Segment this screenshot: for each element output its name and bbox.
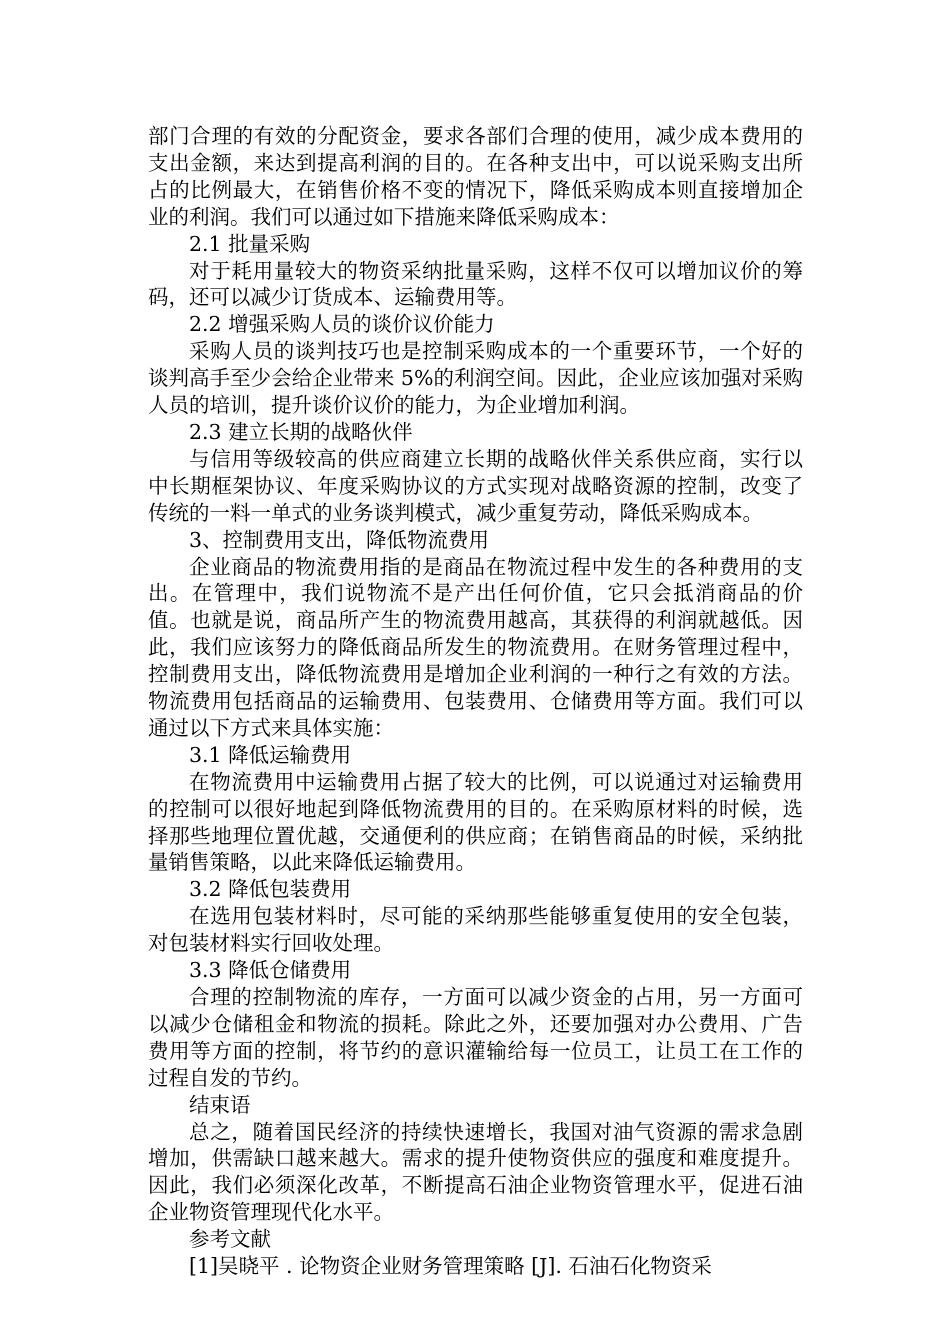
section-heading-2-2: 2.2 增强采购人员的谈价议价能力 [189, 312, 495, 337]
body-paragraph-2-2: 采购人员的谈判技巧也是控制采购成本的一个重要环节，一个好的谈判高手至少会给企业带来 5%的利润空间。因此，企业应该加强对采购人员的培训，提升谈价议价的能力，为企业增加利润。 [148, 339, 803, 418]
body-paragraph-3: 企业商品的物流费用指的是商品在物流过程中发生的各种费用的支出。在管理中，我们说物流不是产出任何价值，它只会抵消商品的价值。也就是说，商品所产生的物流费用越高，其获得的利润就越低。因此，我们应该努力的降低商品所发生的物流费用。在财务管理过程中，控制费用支出，降低物流费用是增加企业利润的一种行之有效的方法。物流费用包括商品的运输费用、包装费用、仓储费用等方面。我们可以通过以下方式来具体实施： [148, 554, 803, 740]
body-paragraph-3-2: 在选用包装材料时，尽可能的采纳那些能够重复使用的安全包装，对包装材料实行回收处理。 [148, 904, 803, 956]
body-paragraph-3-3: 合理的控制物流的库存，一方面可以减少资金的占用，另一方面可以减少仓储租金和物流的损耗。除此之外，还要加强对办公费用、广告费用等方面的控制，将节约的意识灌输给每一位员工，让员工在工作的过程自发的节约。 [148, 985, 803, 1090]
body-paragraph-2-3: 与信用等级较高的供应商建立长期的战略伙伴关系供应商，实行以中长期框架协议、年度采购协议的方式实现对战略资源的控制，改变了传统的一料一单式的业务谈判模式，减少重复劳动，降低采购成本。 [148, 446, 803, 525]
section-heading-3-2: 3.2 降低包装费用 [189, 877, 352, 902]
section-heading-3-1: 3.1 降低运输费用 [189, 742, 352, 767]
conclusion-heading: 结束语 [189, 1092, 251, 1117]
conclusion-paragraph: 总之，随着国民经济的持续快速增长，我国对油气资源的需求急剧增加，供需缺口越来越大。需求的提升使物资供应的强度和难度提升。因此，我们必须深化改革，不断提高石油企业物资管理水平，促进石油企业物资管理现代化水平。 [148, 1119, 803, 1225]
section-heading-3-3: 3.3 降低仓储费用 [189, 958, 352, 983]
section-heading-2-1: 2.1 批量采购 [189, 231, 311, 256]
body-paragraph-2-1: 对于耗用量较大的物资采纳批量采购，这样不仅可以增加议价的筹码，还可以减少订货成本、运输费用等。 [148, 258, 803, 310]
section-heading-3: 3、控制费用支出，降低物流费用 [189, 527, 490, 552]
body-paragraph-3-1: 在物流费用中运输费用占据了较大的比例，可以说通过对运输费用的控制可以很好地起到降低物流费用的目的。在采购原材料的时候，选择那些地理位置优越，交通便利的供应商；在销售商品的时候，采纳批量销售策略，以此来降低运输费用。 [148, 769, 803, 875]
references-heading: 参考文献 [189, 1227, 271, 1252]
section-heading-2-3: 2.3 建立长期的战略伙伴 [189, 419, 413, 444]
intro-paragraph: 部门合理的有效的分配资金，要求各部们合理的使用，减少成本费用的支出金额，来达到提高利润的目的。在各种支出中，可以说采购支出所占的比例最大，在销售价格不变的情况下，降低采购成本则直接增加企业的利润。我们可以通过如下措施来降低采购成本： [148, 124, 803, 229]
reference-item-1: [1]吴晓平 . 论物资企业财务管理策略 [J]. 石油石化物资采 [189, 1254, 712, 1279]
document-body [148, 123, 803, 1280]
